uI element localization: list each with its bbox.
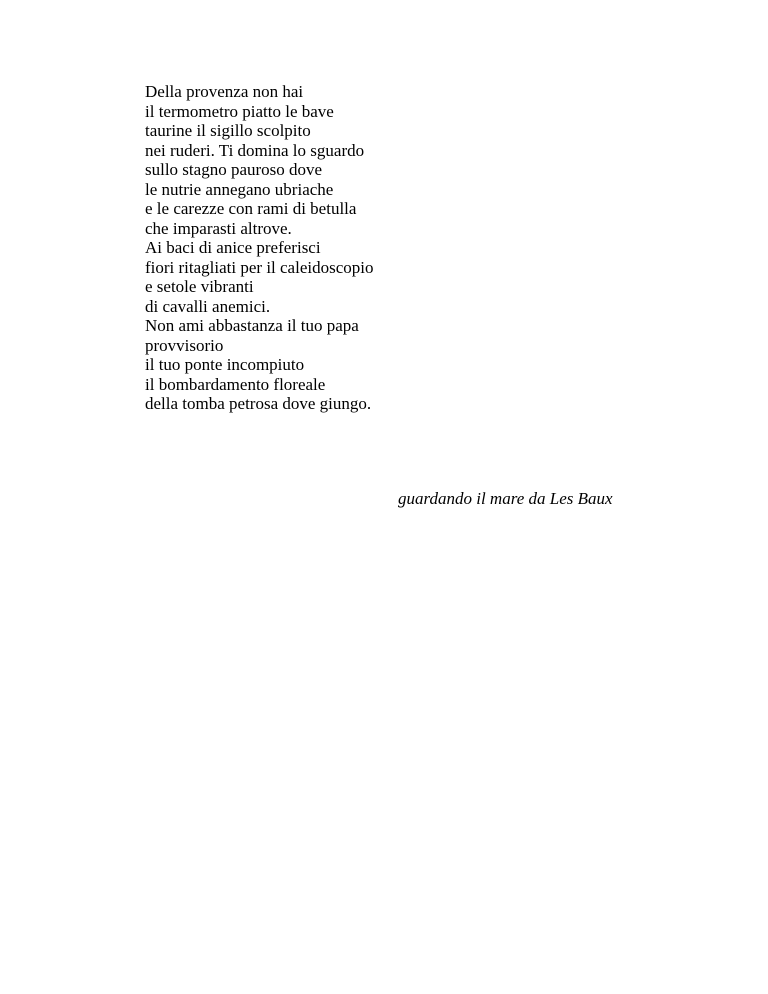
poem-line: che imparasti altrove.	[145, 218, 292, 238]
poem-line: della tomba petrosa dove giungo.	[145, 394, 372, 413]
poem-line: Non ami abbastanza il tuo papa	[145, 316, 359, 335]
poem-line: il tuo ponte incompiuto	[145, 355, 305, 374]
poem-line: Della provenza non hai	[145, 82, 304, 101]
poem-line: sullo stagno pauroso dove	[145, 160, 323, 179]
poem-line: il termometro piatto le bave	[145, 101, 334, 121]
poem-line: le nutrie annegano ubriache	[145, 179, 334, 199]
poem-line: e setole vibranti	[145, 277, 254, 296]
poem-line: provvisorio	[145, 335, 224, 355]
poem-line: nei ruderi. Ti domina lo sguardo	[145, 140, 365, 160]
poem-line: taurine il sigillo scolpito	[145, 121, 311, 140]
poem-line: e le carezze con rami di betulla	[145, 199, 357, 218]
poem-body	[145, 82, 373, 414]
poem-line: fiori ritagliati per il caleidoscopio	[145, 257, 374, 277]
poem-dedication: guardando il mare da Les Baux	[398, 489, 613, 508]
poem-line: il bombardamento floreale	[145, 374, 326, 394]
poem-line: Ai baci di anice preferisci	[145, 238, 321, 257]
poem-line: di cavalli anemici.	[145, 296, 271, 316]
